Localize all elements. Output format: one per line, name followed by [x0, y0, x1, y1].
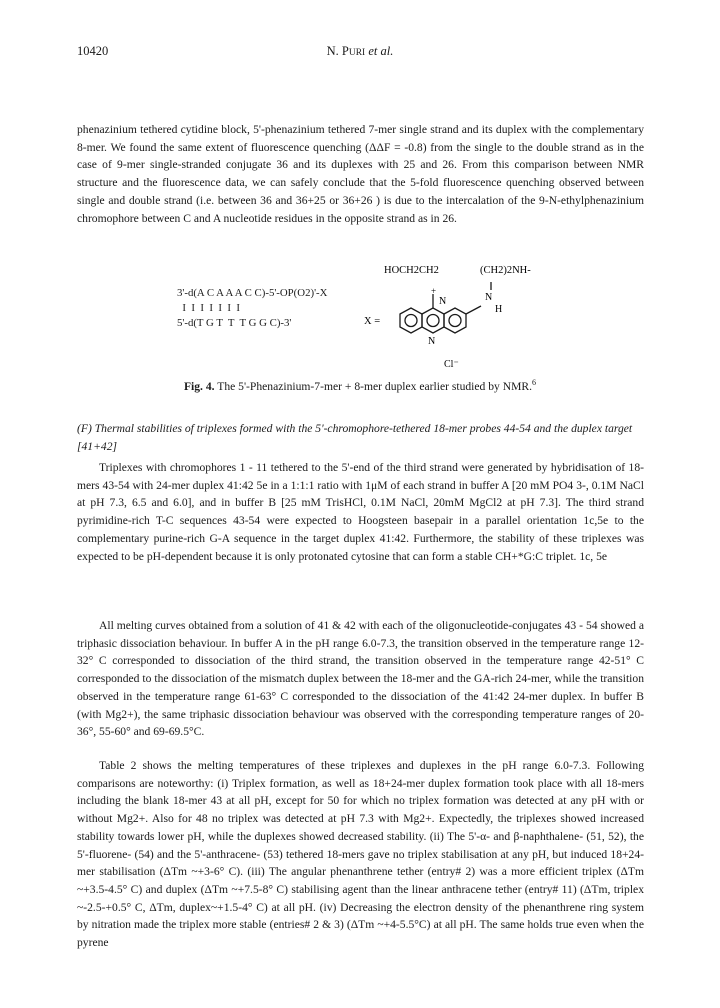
phenazinium-structure: [360, 260, 580, 380]
caption-label: Fig. 4.: [183, 380, 215, 393]
paragraph-1-text: phenazinium tethered cytidine block, 5'-phenazinium tethered 7-mer single strand and its duplex with the complementary 8-mer. We found the same extent of fluorescence quenching (ΔΔF = -0.8) from the single to the double strand as in the case of 9-mer single-stranded conjugate 36 and its duplexes with 25 and 26. From this comparison between NMR structure and the fluorescence data, we can safely conclude that the 5-fold fluorescence quenching observed between single and double strand (i.e. between 36 and 36+25 or 36+26 ) is due to the intercalation of the 9-N-ethylphenazinium chromophore between C and A nucleotide residues in the opposite strand as in 26.: [77, 123, 644, 225]
n-bottom: N: [428, 336, 436, 347]
h-label: H: [495, 304, 503, 315]
counterion: Cl⁻: [444, 359, 459, 370]
paragraph-4-text: Table 2 shows the melting temperatures of these triplexes and duplexes in the pH range 6.0-7.3. Following comparisons are noteworthy: (i) Triplex formation, as well as 18+24-mer duplex formation took place with all 18-mers including the blank 18-mer 43 at all pH, except for 50 for which no triplex formation was detected at any pH with or without Mg2+. Also for 48 no triplex was detected at pH 7.3 with Mg2+. Expectedly, the triplexes showed increased stability towards lower pH, while the duplexes showed decreased stability. (ii) The 5'-α- and β-naphthalene- (51, 52), the 5'-fluorene- (54) and the 5'-anthracene- (53) tethered 18-mers gave no triplex stabilisation at any pH, but induced 18+24-mer stabilisation (ΔTm ~+3-6° C). (iii) The angular phenanthrene tether (entry# 2) was a more efficient triplex (ΔTm ~+3.5-4.5° C) and duplex (ΔTm ~+7.5-8° C) stabilising agent than the linear anthracene tether (entry# 11) (ΔTm, triplex ~-2.5-+0.5° C, ΔTm, duplex~+1.5-4° C) at all pH. (iv) Decreasing the electron density of the phenanthrene ring system by nitration made the triplex more stable (entries# 2 & 3) (ΔTm ~+4-5.5°C) at all pH. The same holds true even when the pyrene: [77, 759, 644, 950]
paragraph-4: [77, 757, 644, 952]
duplex-sequence: [177, 286, 357, 331]
figure-caption: [0, 380, 720, 393]
strand-bottom: 5'-d(T G T T T G G C)-3': [177, 317, 292, 329]
strand-top: 3'-d(A C A A A C C)-5'-OP(O2)'-X: [177, 287, 328, 299]
running-head-et-al: et al.: [368, 44, 394, 58]
n-top: N: [439, 296, 447, 307]
x-label: X =: [364, 316, 381, 327]
paragraph-3-text: All melting curves obtained from a solution of 41 & 42 with each of the oligonucleotide-conjugates 43 - 54 showed a triphasic dissociation behaviour. In buffer A in the pH range 6.0-7.3, the transition observed in the temperature range 12-32° C corresponded to dissociation of the third strand, the transition observed in the temperature range 42-51° C corresponded to the dissociation of the mismatch duplex between the 18-mer and the GA-rich 24-mer, while the transition observed in the temperature range 61-63° C corresponded to the dissociation of the 41:42 24-mer duplex. In buffer B (with Mg2+), the same triphasic dissociation behaviour was observed with the corresponding temperature ranges of 20-36°, 55-60° and 69-69.5°C.: [77, 619, 644, 739]
plus-sign: +: [431, 286, 437, 296]
n-right: N: [485, 292, 493, 303]
substituent-left: HOCH2CH2: [384, 265, 439, 276]
basepair-bars: I I I I I I I: [177, 302, 240, 314]
page-number: 10420: [77, 44, 109, 58]
paragraph-3: [77, 617, 644, 741]
running-head: [0, 44, 720, 59]
section-heading: (F) Thermal stabilities of triplexes formed with the 5'-chromophore-tethered 18-mer probes 44-54 and the duplex target [41+42]: [77, 422, 633, 453]
substituent-right: (CH2)2NH-: [480, 265, 531, 276]
paragraph-2-text: Triplexes with chromophores 1 - 11 tethered to the 5'-end of the third strand were generated by hybridisation of 18-mers 43-54 with 24-mer duplex 41:42 5e in a 1:1:1 ratio with 1μM of each strand in buffer A [20 mM PO4 3-, 0.1M NaCl at pH 7.3, 6.5 and 6.0], and in buffer B [25 mM TrisHCl, 0.1M NaCl, 20mM MgCl2 at pH 7.3]. The third strand pyrimidine-rich T-C sequences 43-54 were expected to Hoogsteen basepair in a parallel orientation 1c,5e to the complementary purine-rich G-A sequence in the target duplex 41:42. Furthermore, the stability of these triplexes was expected to be pH-dependent because it is only protonated cytosine that can form a stable CH+*G:C triplet. 1c, 5e: [77, 461, 644, 563]
caption-ref: 6: [532, 378, 537, 388]
paragraph-1: [77, 121, 644, 227]
caption-text: The 5'-Phenazinium-7-mer + 8-mer duplex earlier studied by NMR.: [217, 380, 533, 393]
running-head-author: N. P: [326, 44, 349, 58]
running-head-author-small: URI: [348, 48, 366, 58]
paragraph-2: [77, 459, 644, 565]
